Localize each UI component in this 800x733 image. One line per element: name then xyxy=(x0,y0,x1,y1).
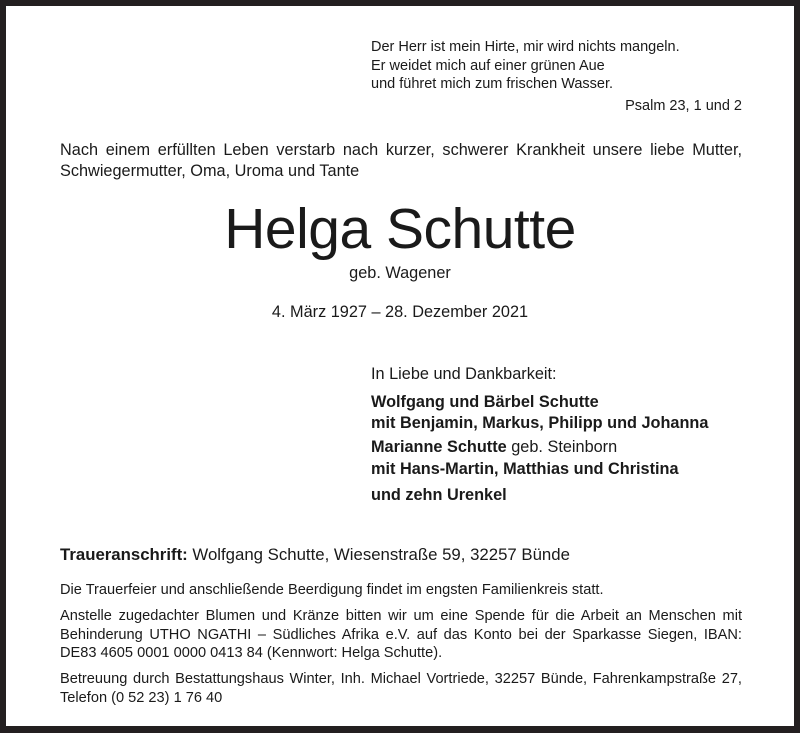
mourner-maiden-name: geb. Steinborn xyxy=(506,438,618,456)
address-value: Wolfgang Schutte, Wiesenstraße 59, 32257 Bünde xyxy=(187,545,570,564)
intro-text: Nach einem erfüllten Leben verstarb nach kurzer, schwerer Krankheit unsere liebe Mutter, Schwiegermutter, Oma, Uroma und Tante xyxy=(60,141,742,180)
psalm-quote xyxy=(371,38,680,94)
psalm-line: Der Herr ist mein Hirte, mir wird nichts mangeln. xyxy=(371,39,680,55)
mourner-line xyxy=(371,486,507,505)
donation-note: Anstelle zugedachter Blumen und Kränze bitten wir um eine Spende für die Arbeit an Menschen mit Behinderung UTHO NGATHI – Südliches Afrika e.V. auf das Konto bei der Sparkasse Siegen, IBAN: DE83 4605 0001 0000 0413 84 (Kennwort: Helga Schutte). xyxy=(60,608,742,662)
mourner-line xyxy=(371,460,679,479)
psalm-line: Er weidet mich auf einer grünen Aue xyxy=(371,57,605,74)
obituary-notice xyxy=(6,6,794,726)
address-label: Traueranschrift: xyxy=(60,545,188,564)
deceased-name: Helga Schutte xyxy=(224,197,576,261)
psalm-line: und führet mich zum frischen Wasser. xyxy=(371,76,614,93)
mourner-line xyxy=(371,393,599,412)
mourner-name: Wolfgang und Bärbel Schutte xyxy=(371,393,599,411)
mourner-line xyxy=(371,414,708,433)
mourner-name: mit Benjamin, Markus, Philipp und Johanna xyxy=(371,414,709,432)
maiden-name: geb. Wagener xyxy=(349,264,451,282)
life-dates: 4. März 1927 – 28. Dezember 2021 xyxy=(271,303,529,321)
mourner-name: mit Hans-Martin, Matthias und Christina xyxy=(371,460,679,478)
funeral-note: Die Trauerfeier und anschließende Beerdigung findet im engsten Familienkreis statt. xyxy=(60,582,604,598)
mourners-heading: In Liebe und Dankbarkeit: xyxy=(371,365,557,383)
mourning-address xyxy=(60,545,570,565)
mourner-line xyxy=(371,438,617,457)
mourner-name: und zehn Urenkel xyxy=(371,486,507,504)
undertaker-note: Betreuung durch Bestattungshaus Winter, Inh. Michael Vortriede, 32257 Bünde, Fahrenkampstraße 27, Telefon (0 52 23) 1 76 40 xyxy=(60,671,742,706)
mourner-name: Marianne Schutte xyxy=(371,438,507,456)
psalm-reference: Psalm 23, 1 und 2 xyxy=(625,98,742,114)
